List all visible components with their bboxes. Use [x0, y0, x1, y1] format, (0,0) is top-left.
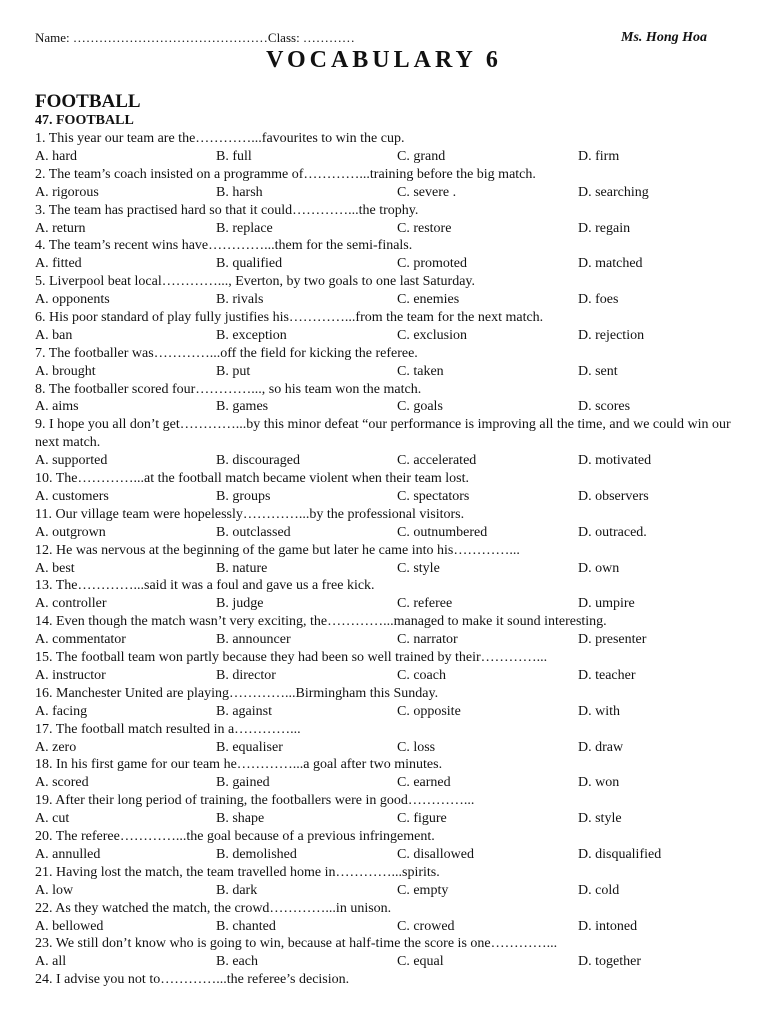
option-d: D. foes [578, 292, 619, 308]
option-b: B. announcer [216, 632, 291, 648]
option-a: A. customers [35, 488, 109, 504]
option-b: B. director [216, 667, 276, 683]
options-row [35, 631, 747, 649]
option-d: D. disqualified [578, 846, 662, 862]
option-b: B. against [216, 703, 272, 719]
option-a: A. fitted [35, 256, 82, 272]
question-stem: 1. This year our team are the…………...favourites to win the cup. [35, 131, 405, 146]
option-b: B. gained [216, 775, 270, 791]
question-stem: 17. The football match resulted in a…………... [35, 721, 301, 737]
option-b: B. replace [216, 220, 273, 236]
options-row [35, 846, 747, 864]
question-stem: 5. Liverpool beat local…………..., Everton, by two goals to one last Saturday. [35, 274, 476, 290]
option-a: A. commentator [35, 632, 126, 648]
option-a: A. instructor [35, 667, 106, 683]
question-list [35, 130, 747, 989]
option-a: A. return [35, 220, 86, 236]
option-b: B. qualified [216, 256, 283, 272]
options-row [35, 220, 747, 238]
option-b: B. equaliser [216, 739, 283, 755]
option-c: C. promoted [397, 256, 467, 272]
option-a: A. controller [35, 596, 107, 612]
option-c: C. outnumbered [397, 524, 488, 540]
options-row [35, 255, 747, 273]
option-c: C. exclusion [397, 327, 467, 343]
option-a: A. rigorous [35, 184, 99, 200]
option-d: D. umpire [578, 596, 635, 612]
option-d: D. presenter [578, 632, 647, 648]
option-d: D. matched [578, 256, 643, 272]
option-d: D. rejection [578, 327, 645, 343]
question-stem: 22. As they watched the match, the crowd…………...in unison. [35, 900, 392, 916]
teacher-name: Ms. Hong Hoa [621, 30, 707, 45]
question-stem: 18. In his first game for our team he…………...a goal after two minutes. [35, 757, 443, 773]
options-row [35, 148, 747, 166]
question-stem: 19. After their long period of training, the footballers were in good…………... [35, 793, 475, 809]
question-stem: 20. The referee…………...the goal because of a previous infringement. [35, 829, 435, 845]
question-stem: 23. We still don’t know who is going to win, because at half-time the score is one…………... [35, 936, 558, 952]
option-d: D. regain [578, 220, 631, 236]
option-a: A. brought [35, 363, 96, 379]
option-a: A. facing [35, 703, 88, 719]
question-stem: 16. Manchester United are playing…………...Birmingham this Sunday. [35, 685, 439, 701]
option-a: A. all [35, 954, 67, 970]
option-c: C. style [397, 560, 440, 576]
option-a: A. low [35, 882, 74, 898]
option-b: B. dark [216, 882, 258, 898]
options-row [35, 774, 747, 792]
option-c: C. earned [397, 775, 451, 791]
options-row [35, 595, 747, 613]
options-row [35, 560, 747, 578]
option-c: C. taken [397, 363, 444, 379]
options-row [35, 882, 747, 900]
option-b: B. chanted [216, 918, 276, 934]
option-a: A. scored [35, 775, 89, 791]
option-c: C. severe . [397, 184, 457, 200]
question-stem: 12. He was nervous at the beginning of the game but later he came into his…………... [35, 542, 520, 558]
option-b: B. put [216, 363, 251, 379]
option-d: D. own [578, 560, 620, 576]
option-d: D. motivated [578, 453, 652, 469]
option-b: B. games [216, 399, 269, 415]
option-b: B. shape [216, 811, 265, 827]
options-row [35, 184, 747, 202]
question-stem: 15. The football team won partly because they had been so well trained by their…………... [35, 650, 548, 666]
option-b: B. outclassed [216, 524, 291, 540]
option-a: A. hard [35, 148, 77, 164]
option-a: A. ban [35, 327, 73, 343]
options-row [35, 703, 747, 721]
option-a: A. annulled [35, 846, 101, 862]
question-stem: 11. Our village team were hopelessly…………...by the professional visitors. [35, 506, 465, 522]
option-c: C. disallowed [397, 846, 474, 862]
option-b: B. demolished [216, 846, 297, 862]
options-row [35, 918, 747, 936]
question-stem: 21. Having lost the match, the team travelled home in…………...spirits. [35, 864, 440, 880]
option-c: C. spectators [397, 488, 470, 504]
option-b: B. discouraged [216, 453, 300, 469]
option-c: C. accelerated [397, 453, 477, 469]
section-heading: 47. FOOTBALL [35, 113, 134, 128]
name-class-line: Name: ………………………………………Class: ………… [35, 30, 355, 45]
option-b: B. rivals [216, 292, 264, 308]
option-c: C. narrator [397, 632, 458, 648]
question-stem: 9. I hope you all don’t get…………...by this minor defeat “our performance is improving all the time, and we could win our next match. [35, 417, 731, 451]
question-stem: 6. His poor standard of play fully justifies his…………...from the team for the next match. [35, 309, 544, 325]
options-row [35, 810, 747, 828]
option-a: A. best [35, 560, 75, 576]
options-row [35, 524, 747, 542]
options-row [35, 488, 747, 506]
option-a: A. supported [35, 453, 108, 469]
option-d: D. scores [578, 399, 631, 415]
options-row [35, 953, 747, 971]
options-row [35, 398, 747, 416]
page-title: VOCABULARY 6 [266, 47, 502, 73]
option-c: C. crowed [397, 918, 455, 934]
option-d: D. draw [578, 739, 624, 755]
option-d: D. intoned [578, 918, 638, 934]
question-stem: 8. The footballer scored four…………..., so his team won the match. [35, 381, 422, 397]
option-d: D. together [578, 954, 641, 970]
topic-heading: FOOTBALL [35, 91, 141, 112]
option-a: A. cut [35, 811, 70, 827]
question-stem: 4. The team’s recent wins have…………...them for the semi-finals. [35, 238, 413, 254]
option-c: C. referee [397, 596, 453, 612]
option-c: C. enemies [397, 292, 460, 308]
option-b: B. each [216, 954, 258, 970]
option-d: D. firm [578, 148, 620, 164]
options-row [35, 452, 747, 470]
option-d: D. with [578, 703, 620, 719]
option-c: C. empty [397, 882, 449, 898]
options-row [35, 739, 747, 757]
options-row [35, 327, 747, 345]
options-row [35, 363, 747, 381]
option-c: C. grand [397, 148, 446, 164]
option-c: C. coach [397, 667, 446, 683]
option-d: D. sent [578, 363, 618, 379]
option-c: C. figure [397, 811, 447, 827]
option-c: C. restore [397, 220, 452, 236]
option-b: B. full [216, 148, 252, 164]
question-stem: 10. The…………...at the football match became violent when their team lost. [35, 471, 470, 487]
header [35, 30, 735, 46]
question-stem: 2. The team’s coach insisted on a programme of…………...training before the big match. [35, 166, 536, 182]
question-stem: 13. The…………...said it was a foul and gave us a free kick. [35, 578, 375, 594]
question-stem: 7. The footballer was…………...off the field for kicking the referee. [35, 345, 418, 361]
option-b: B. exception [216, 327, 287, 343]
option-d: D. searching [578, 184, 649, 200]
option-b: B. nature [216, 560, 268, 576]
option-b: B. groups [216, 488, 271, 504]
option-a: A. aims [35, 399, 79, 415]
options-row [35, 291, 747, 309]
option-a: A. zero [35, 739, 77, 755]
question-stem: 3. The team has practised hard so that it could…………...the trophy. [35, 202, 419, 218]
option-d: D. outraced. [578, 524, 647, 540]
option-c: C. opposite [397, 703, 461, 719]
option-c: C. equal [397, 954, 444, 970]
option-c: C. loss [397, 739, 436, 755]
option-c: C. goals [397, 399, 443, 415]
question-stem: 24. I advise you not to…………...the referee’s decision. [35, 972, 350, 988]
option-b: B. harsh [216, 184, 263, 200]
option-a: A. outgrown [35, 524, 106, 540]
option-d: D. teacher [578, 667, 636, 683]
options-row [35, 667, 747, 685]
option-d: D. observers [578, 488, 649, 504]
option-a: A. opponents [35, 292, 110, 308]
option-d: D. style [578, 811, 622, 827]
option-b: B. judge [216, 596, 264, 612]
option-d: D. won [578, 775, 620, 791]
option-a: A. bellowed [35, 918, 104, 934]
option-d: D. cold [578, 882, 620, 898]
question-stem: 14. Even though the match wasn’t very exciting, the…………...managed to make it sound interesting. [35, 614, 607, 630]
